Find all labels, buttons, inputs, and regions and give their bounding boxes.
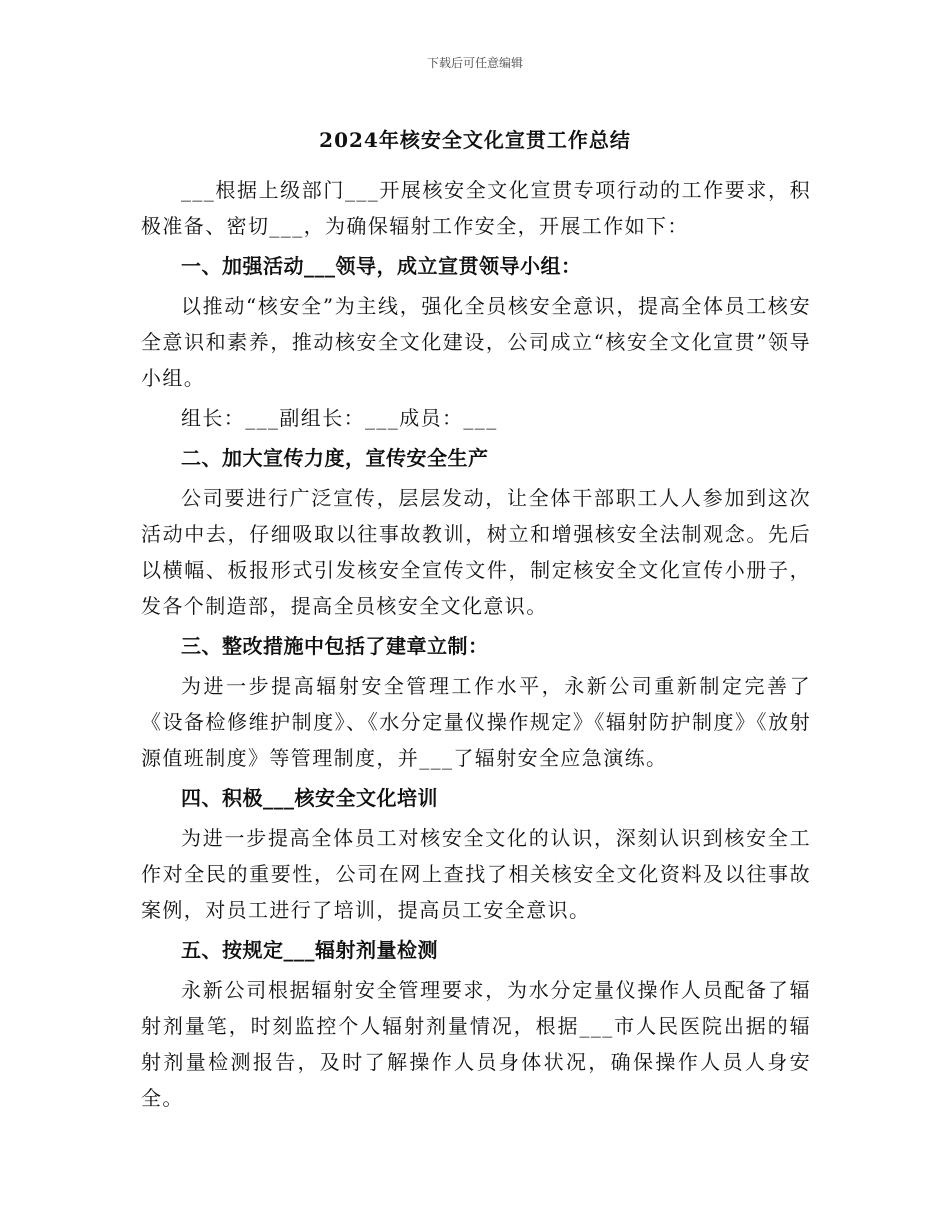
- section-5-paragraph-1: 永新公司根据辐射安全管理要求，为水分定量仪操作人员配备了辐射剂量笔，时刻监控个人辐射剂量情况，根据___市人民医院出据的辐射剂量检测报告，及时了解操作人员身体状况，确保操作人员人身安全。: [141, 978, 811, 1110]
- document-title: 2024年核安全文化宣贯工作总结: [319, 128, 631, 152]
- section-3-paragraph-1: 为进一步提高辐射安全管理工作水平，永新公司重新制定完善了《设备检修维护制度》、《水分定量仪操作规定》《辐射防护制度》《放射源值班制度》等管理制度，并___了辐射安全应急演练。: [141, 674, 811, 770]
- section-1-paragraph-1: 以推动“核安全”为主线，强化全员核安全意识，提高全体员工核安全意识和素养，推动核安全文化建设，公司成立“核安全文化宣贯”领导小组。: [141, 294, 811, 390]
- section-4-paragraph-1: 为进一步提高全体员工对核安全文化的认识，深刻认识到核安全工作对全民的重要性，公司在网上查找了相关核安全文化资料及以往事故案例，对员工进行了培训，提高员工安全意识。: [141, 826, 811, 922]
- section-5-heading: 五、按规定___辐射剂量检测: [181, 938, 438, 962]
- section-4-heading: 四、积极___核安全文化培训: [181, 786, 438, 810]
- section-1-members-line: 组长：___副组长：___成员：___: [181, 406, 498, 430]
- section-3-heading: 三、整改措施中包括了建章立制：: [181, 634, 489, 658]
- header-note: 下载后可任意编辑: [426, 56, 523, 70]
- document-body: [141, 172, 811, 1120]
- section-1-heading: 一、加强活动___领导，成立宣贯领导小组：: [181, 254, 582, 278]
- intro-paragraph: ___根据上级部门___开展核安全文化宣贯专项行动的工作要求，积极准备、密切___，为确保辐射工作安全，开展工作如下：: [141, 178, 811, 238]
- section-2-paragraph-1: 公司要进行广泛宣传，层层发动，让全体干部职工人人参加到这次活动中去，仔细吸取以往事故教训，树立和增强核安全法制观念。先后以横幅、板报形式引发核安全宣传文件，制定核安全文化宣传小册子，发各个制造部，提高全员核安全文化意识。: [141, 486, 811, 618]
- section-2-heading: 二、加大宣传力度，宣传安全生产: [181, 446, 489, 470]
